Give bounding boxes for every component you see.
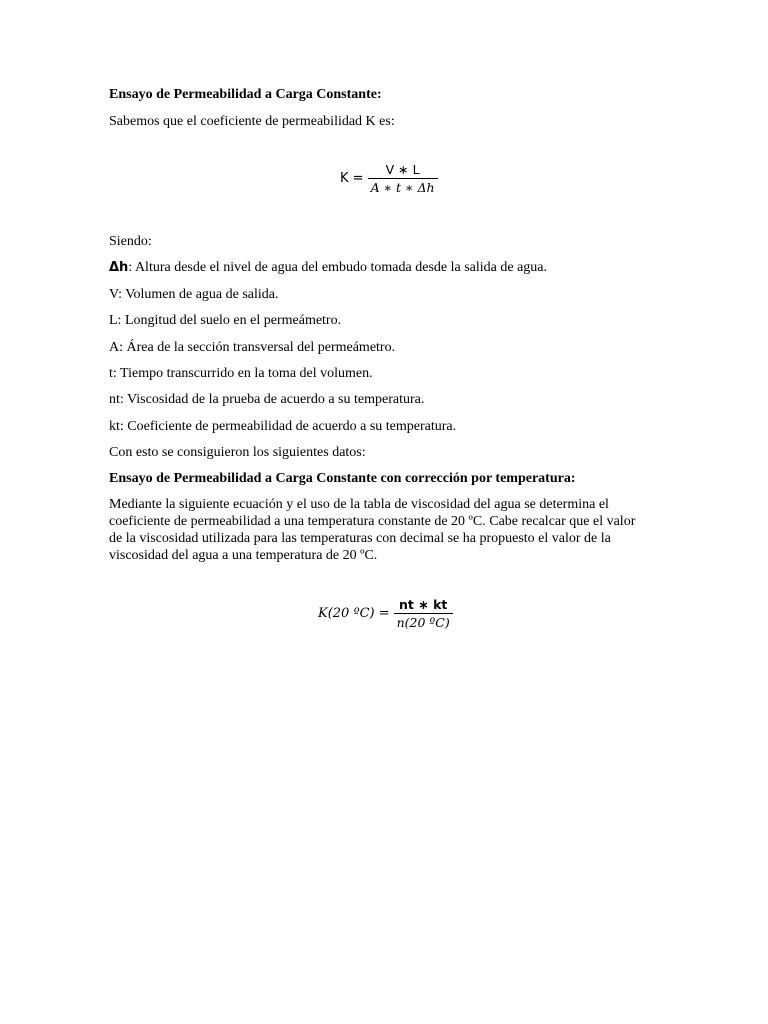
equation-temperature-correction xyxy=(318,597,453,630)
equation2-numerator: nt ∗ kt xyxy=(399,597,448,612)
equation-lhs: K = xyxy=(340,171,364,186)
intro-text: Sabemos que el coeficiente de permeabilidad K es: xyxy=(109,114,395,129)
definition-nt: nt: Viscosidad de la prueba de acuerdo a su temperatura. xyxy=(109,392,425,407)
equation-fraction xyxy=(368,162,438,195)
equation-denominator: A ∗ t ∗ Δh xyxy=(370,180,435,195)
equation2-denominator: n(20 ºC) xyxy=(396,615,450,630)
delta-h-text: : Altura desde el nivel de agua del embudo tomada desde la salida de agua. xyxy=(128,260,548,275)
equation-numerator: V ∗ L xyxy=(385,162,420,177)
paragraph-line-4: viscosidad del agua a una temperatura de 20 ºC. xyxy=(109,548,378,563)
definition-kt: kt: Coeficiente de permeabilidad de acuerdo a su temperatura. xyxy=(109,419,457,434)
equation2-fraction xyxy=(394,597,453,630)
paragraph-line-2: coeficiente de permeabilidad a una temperatura constante de 20 ºC. Cabe recalcar que el valor xyxy=(109,514,636,529)
equation2-lhs-text: K(20 ºC) = xyxy=(318,606,390,621)
siendo-label: Siendo: xyxy=(109,234,152,249)
definition-v: V: Volumen de agua de salida. xyxy=(109,287,279,302)
definition-l: L: Longitud del suelo en el permeámetro. xyxy=(109,313,342,328)
definition-delta-h xyxy=(109,259,547,276)
equation-permeability xyxy=(340,162,438,195)
heading-temperature-correction: Ensayo de Permeabilidad a Carga Constante con corrección por temperatura: xyxy=(109,471,576,486)
definition-a: A: Área de la sección transversal del permeámetro. xyxy=(109,340,396,355)
equation2-lhs xyxy=(318,606,394,621)
paragraph-line-1: Mediante la siguiente ecuación y el uso de la tabla de viscosidad del agua se determina el xyxy=(109,497,609,512)
definition-t: t: Tiempo transcurrido en la toma del volumen. xyxy=(109,366,373,381)
data-intro-text: Con esto se consiguieron los siguientes datos: xyxy=(109,445,366,460)
paragraph-line-3: de la viscosidad utilizada para las temperaturas con decimal se ha propuesto el valor de la xyxy=(109,531,611,546)
delta-h-symbol: Δh xyxy=(109,260,129,275)
heading-constant-head-test: Ensayo de Permeabilidad a Carga Constante: xyxy=(109,87,382,102)
